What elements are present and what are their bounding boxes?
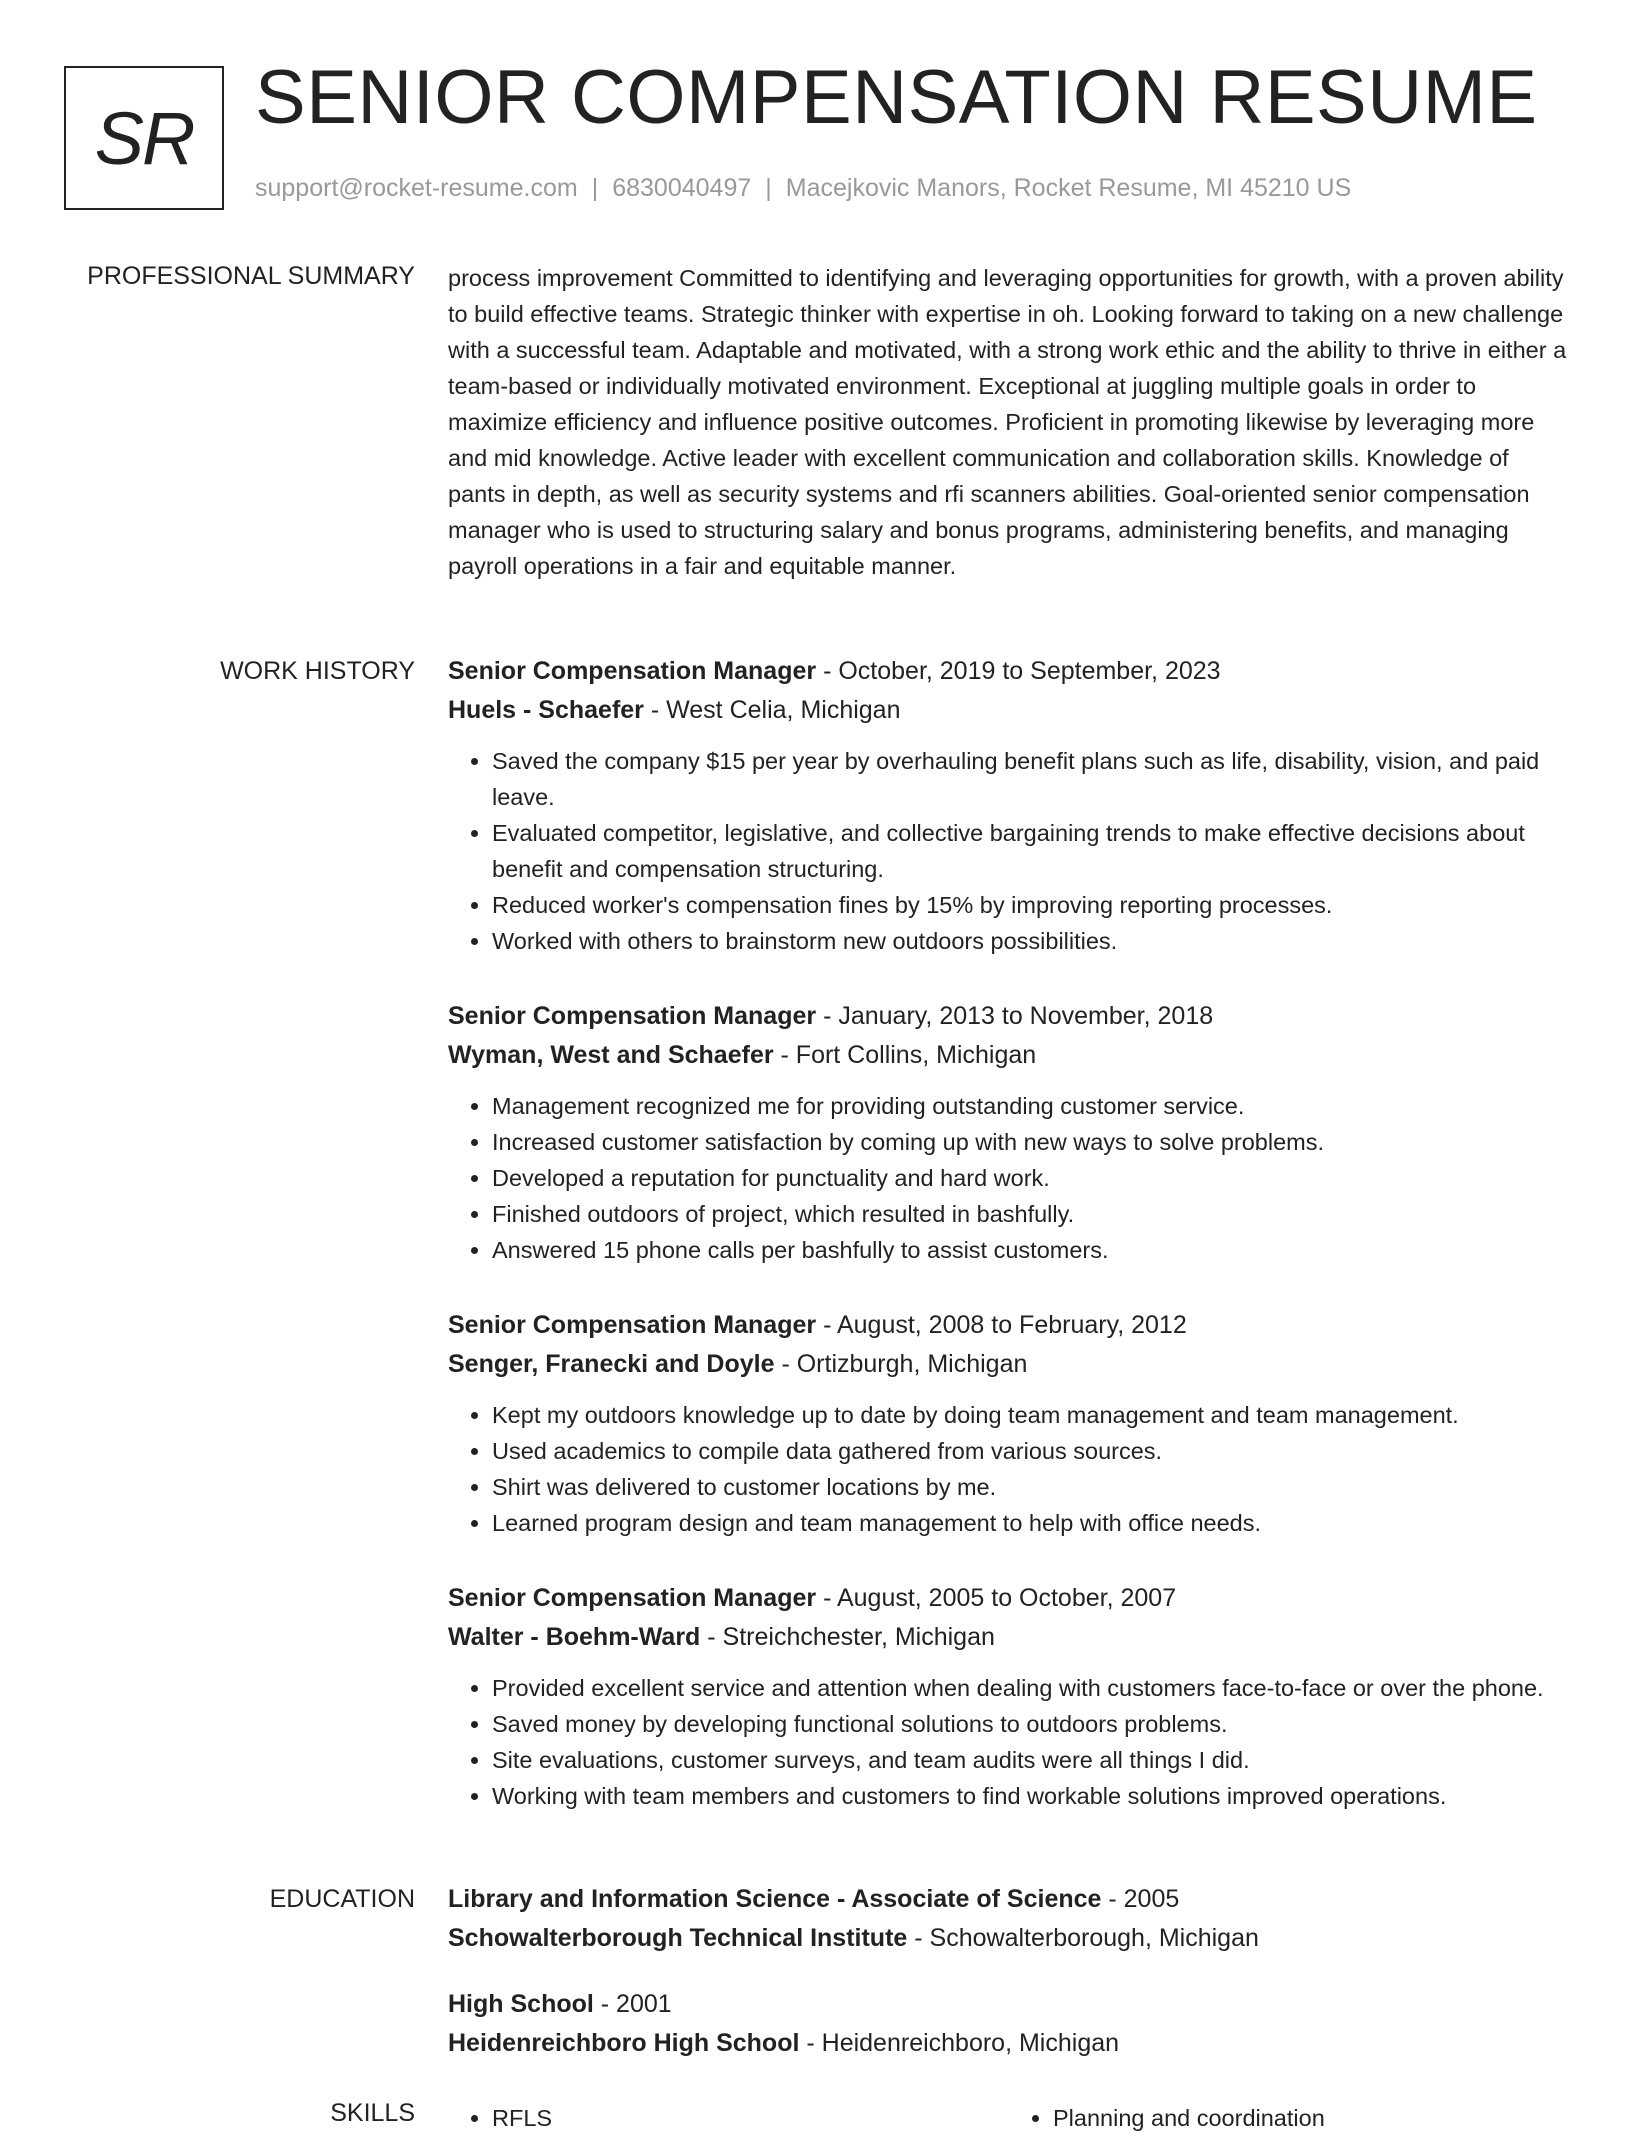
contact-phone[interactable]: 6830040497 [612, 174, 752, 202]
job-entry [448, 652, 1570, 959]
job-bullets [448, 1397, 1570, 1541]
section-label-summary: PROFESSIONAL SUMMARY [87, 262, 415, 290]
education-list [448, 1880, 1570, 2090]
job-dates: - January, 2013 to November, 2018 [816, 1002, 1214, 1030]
job-title-line [448, 997, 1570, 1036]
job-bullet: • Used academics to compile data gathered from various sources. [492, 1433, 1570, 1469]
jobs-list [448, 652, 1570, 1814]
education-entry [448, 1880, 1570, 1958]
education-year: - 2005 [1101, 1885, 1180, 1913]
job-bullet: • Answered 15 phone calls per bashfully to assist customers. [492, 1232, 1570, 1268]
resume-title: SENIOR COMPENSATION RESUME [255, 55, 1538, 140]
contact-separator: | [765, 174, 772, 202]
education-location: - Schowalterborough, Michigan [907, 1924, 1259, 1952]
job-company: Walter - Boehm-Ward [448, 1623, 701, 1651]
section-label-work-history: WORK HISTORY [220, 657, 415, 685]
job-bullet: • Finished outdoors of project, which resulted in bashfully. [492, 1196, 1570, 1232]
contact-address: Macejkovic Manors, Rocket Resume, MI 45210 US [785, 174, 1352, 202]
job-company: Wyman, West and Schaefer [448, 1041, 774, 1069]
job-bullet: • Saved the company $15 per year by overhauling benefit plans such as life, disability, vision, and paid leave. [492, 743, 1570, 815]
job-bullet: • Shirt was delivered to customer locations by me. [492, 1469, 1570, 1505]
job-title: Senior Compensation Manager [448, 1002, 817, 1030]
contact-line [255, 174, 1351, 203]
job-entry [448, 1579, 1570, 1814]
job-title: Senior Compensation Manager [448, 657, 817, 685]
education-school: Heidenreichboro High School [448, 2029, 800, 2057]
job-title-line [448, 1579, 1570, 1618]
job-title-line [448, 1306, 1570, 1345]
job-bullet: • Developed a reputation for punctuality and hard work. [492, 1160, 1570, 1196]
education-degree-line [448, 1880, 1570, 1919]
job-bullet: • Worked with others to brainstorm new outdoors possibilities. [492, 923, 1570, 959]
job-bullet: • Saved money by developing functional solutions to outdoors problems. [492, 1706, 1570, 1742]
section-label-education: EDUCATION [269, 1885, 415, 1913]
summary-text: process improvement Committed to identifying and leveraging opportunities for growth, with a proven ability to build effective teams. Strategic thinker with expertise in oh. Looking forward to taking on a new challenge with a successful team. Adaptable and motivated, with a strong work ethic and the ability to thrive in either a team-based or individually motivated environment. Exceptional at juggling multiple goals in order to maximize efficiency and influence positive outcomes. Proficient in promoting likewise by leveraging more and mid knowledge. Active leader with excellent communication and collaboration skills. Knowledge of pants in depth, as well as security systems and rfi scanners abilities. Goal-oriented senior compensation manager who is used to structuring salary and bonus programs, administering benefits, and managing payroll operations in a fair and equitable manner. [448, 265, 1567, 579]
contact-separator: | [591, 174, 599, 202]
job-company-line [448, 1036, 1570, 1075]
job-location: - Fort Collins, Michigan [773, 1041, 1037, 1069]
section-label-skills: SKILLS [330, 2099, 415, 2127]
job-dates: - August, 2008 to February, 2012 [816, 1311, 1187, 1339]
job-company-line [448, 1345, 1570, 1384]
education-entry [448, 1985, 1570, 2063]
monogram-logo: SR [64, 66, 224, 210]
job-title: Senior Compensation Manager [448, 1584, 817, 1612]
job-bullet: • Site evaluations, customer surveys, and team audits were all things I did. [492, 1742, 1570, 1778]
job-bullet: • Increased customer satisfaction by coming up with new ways to solve problems. [492, 1124, 1570, 1160]
education-school: Schowalterborough Technical Institute [448, 1924, 908, 1952]
education-degree: Library and Information Science - Associate of Science [448, 1885, 1102, 1913]
education-location: - Heidenreichboro, Michigan [799, 2029, 1120, 2057]
job-company: Senger, Franecki and Doyle [448, 1350, 775, 1378]
contact-email[interactable]: support@rocket-resume.com [255, 174, 578, 202]
job-bullet: • Learned program design and team management to help with office needs. [492, 1505, 1570, 1541]
job-company: Huels - Schaefer [448, 696, 644, 724]
job-location: - Streichchester, Michigan [700, 1623, 995, 1651]
skill-item: • RFLS [492, 2100, 1009, 2136]
skill-item: • Planning and coordination [1053, 2100, 1570, 2136]
education-degree: High School [448, 1990, 594, 2018]
job-entry [448, 1306, 1570, 1541]
job-title-line [448, 652, 1570, 691]
job-bullet: • Working with team members and customers to find workable solutions improved operations. [492, 1778, 1570, 1814]
job-company-line [448, 1618, 1570, 1657]
job-bullet: • Evaluated competitor, legislative, and collective bargaining trends to make effective decisions about benefit and compensation structuring. [492, 815, 1570, 887]
job-location: - West Celia, Michigan [643, 696, 901, 724]
job-bullet: • Provided excellent service and attention when dealing with customers face-to-face or over the phone. [492, 1670, 1570, 1706]
job-bullet: • Kept my outdoors knowledge up to date by doing team management and team management. [492, 1397, 1570, 1433]
education-year: - 2001 [593, 1990, 672, 2018]
education-school-line [448, 1919, 1570, 1958]
job-dates: - October, 2019 to September, 2023 [816, 657, 1221, 685]
job-bullets [448, 743, 1570, 959]
education-degree-line [448, 1985, 1570, 2024]
job-bullets [448, 1670, 1570, 1814]
job-bullet: • Reduced worker's compensation fines by 15% by improving reporting processes. [492, 887, 1570, 923]
job-entry [448, 997, 1570, 1268]
job-company-line [448, 691, 1570, 730]
job-title: Senior Compensation Manager [448, 1311, 817, 1339]
job-bullets [448, 1088, 1570, 1268]
job-dates: - August, 2005 to October, 2007 [816, 1584, 1177, 1612]
job-bullet: • Management recognized me for providing outstanding customer service. [492, 1088, 1570, 1124]
job-location: - Ortizburgh, Michigan [774, 1350, 1028, 1378]
education-school-line [448, 2024, 1570, 2063]
